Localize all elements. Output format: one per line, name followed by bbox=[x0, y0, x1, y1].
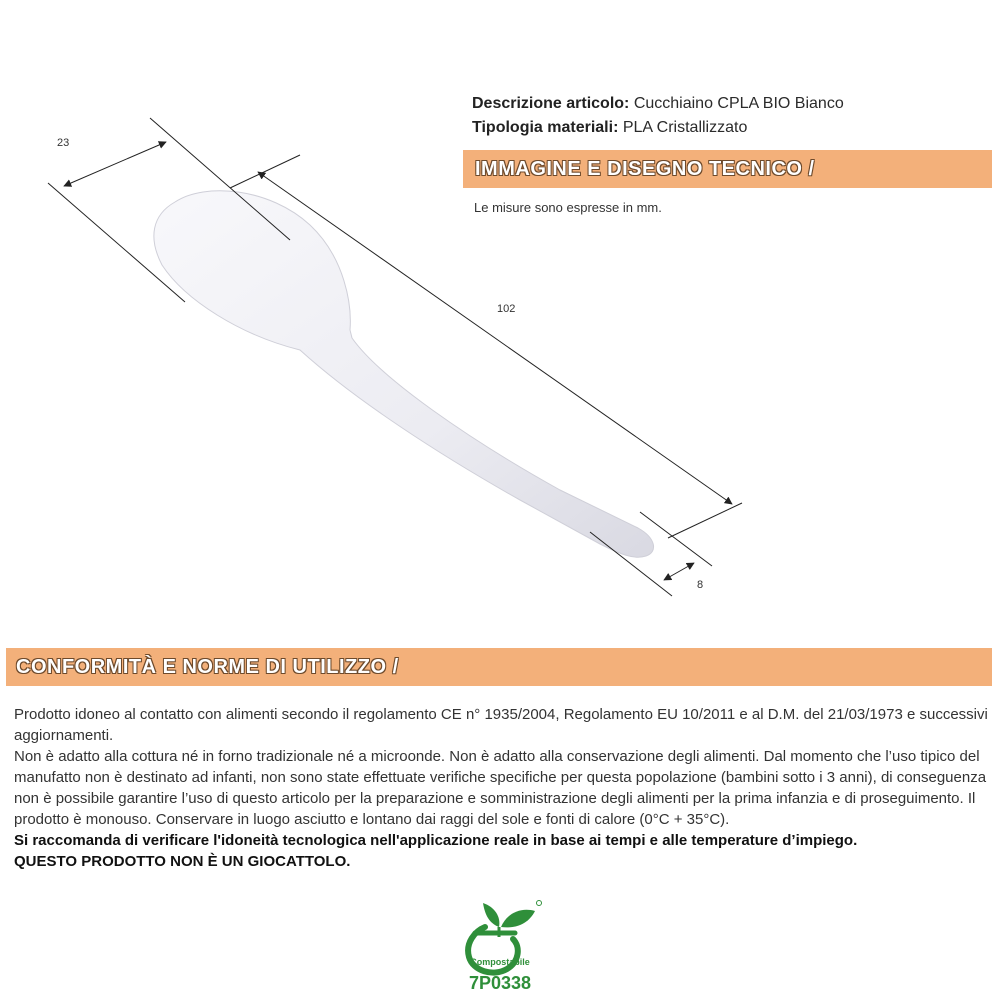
logo-code: 7P0338 bbox=[468, 973, 532, 993]
logo-caption: Compostabile bbox=[470, 957, 530, 967]
conformity-warning-2: QUESTO PRODOTTO NON È UN GIOCATTOLO. bbox=[14, 853, 351, 870]
material-label: Tipologia materiali: bbox=[472, 119, 619, 136]
width-label: 23 bbox=[57, 137, 70, 149]
conformity-warning-1: Si raccomanda di verificare l'idoneità tecnologica nell'applicazione reale in base ai tempi e alle temperature d’impiego. bbox=[14, 832, 858, 849]
material-value: PLA Cristallizzato bbox=[618, 119, 748, 136]
technical-drawing bbox=[0, 100, 760, 620]
conformity-paragraph-1: Prodotto idoneo al contatto con alimenti secondo il regolamento CE n° 1935/2004, Regolamento EU 10/2011 e al D.M. del 21/03/1973 e successivi aggiornamenti. bbox=[14, 706, 988, 744]
conformity-text bbox=[14, 704, 994, 872]
description-value: Cucchiaino CPLA BIO Bianco bbox=[629, 95, 844, 112]
handle-label: 8 bbox=[697, 579, 704, 591]
spoon-image bbox=[154, 191, 654, 558]
measure-note: Le misure sono espresse in mm. bbox=[474, 200, 662, 215]
conformity-section-title: CONFORMITÀ E NORME DI UTILIZZO / bbox=[6, 648, 992, 686]
description-label: Descrizione articolo: bbox=[472, 95, 630, 112]
length-label: 102 bbox=[497, 303, 516, 315]
technical-section-title: IMMAGINE E DISEGNO TECNICO / bbox=[463, 150, 992, 188]
conformity-paragraph-2: Non è adatto alla cottura né in forno tradizionale né a microonde. Non è adatto alla conservazione degli alimenti. Dal momento che l’uso tipico del manufatto non è destinato ad infanti, non sono state effettuate verifiche specifiche per questa popolazione (bambini sotto i 3 anni), di conseguenza non è possibile garantire l’uso di questo articolo per la preparazione e somministrazione degli alimenti per la prima infanzia e di proseguimento. Il prodotto è monouso. Conservare in luogo asciutto e lontano dai raggi del sole e fonti di calore (0°C + 35°C). bbox=[14, 748, 987, 828]
